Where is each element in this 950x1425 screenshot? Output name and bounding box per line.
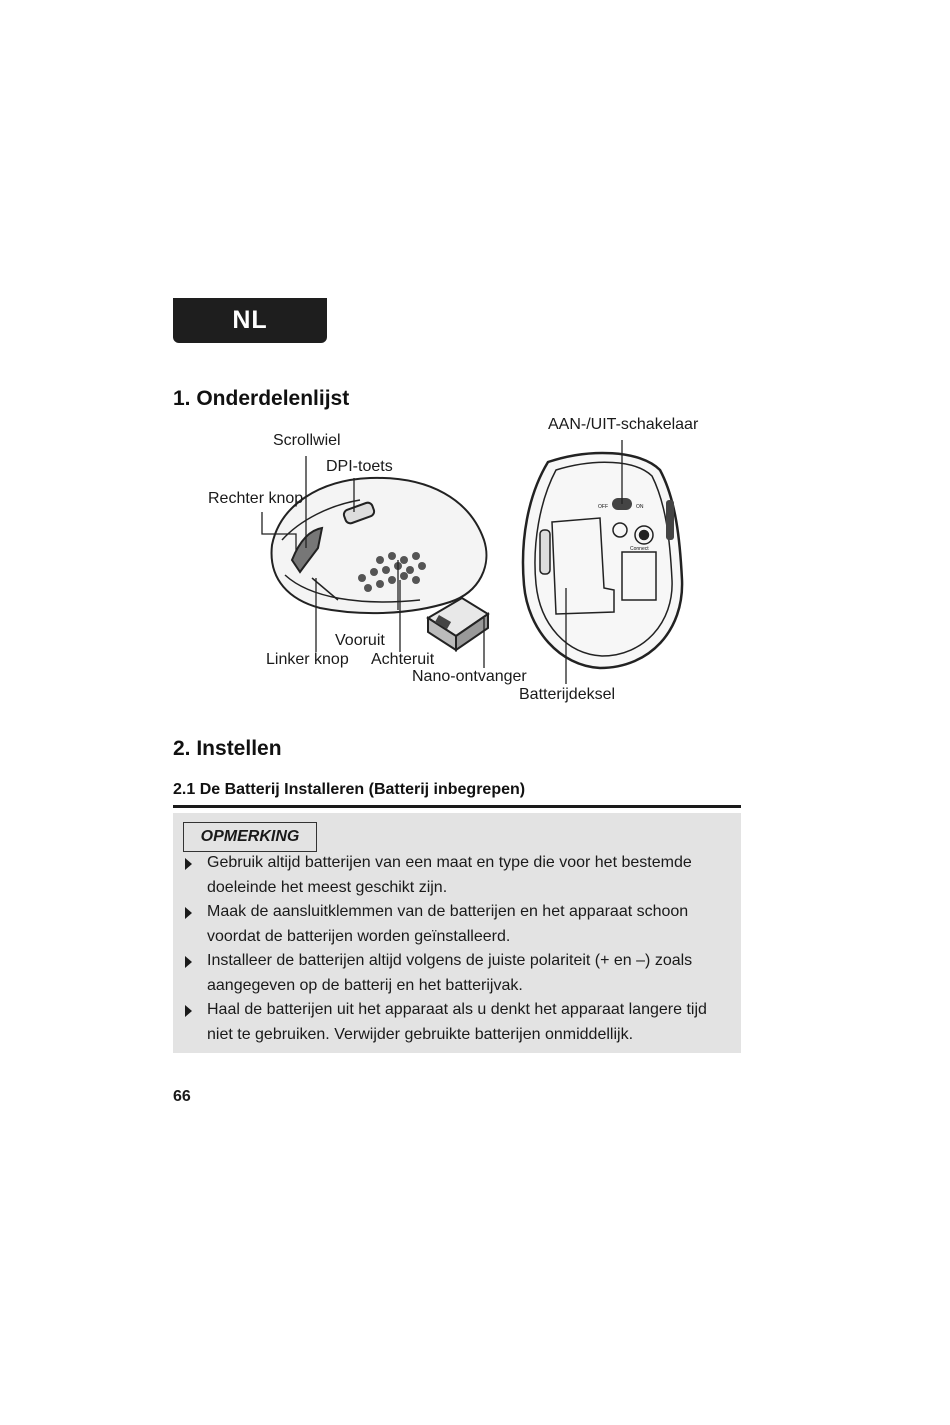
mouse-bottom-view	[523, 453, 682, 668]
list-item	[183, 900, 731, 949]
label-dpi-button: DPI-toets	[326, 458, 393, 475]
label-scrollwheel: Scrollwiel	[273, 432, 341, 449]
label-battery-cover: Batterijdeksel	[519, 686, 616, 703]
connect-label: Connect	[630, 546, 649, 552]
note-text: Maak de aansluitklemmen van de batterijen en het apparaat schoon voordat de batterijen worden geïnstalleerd.	[207, 903, 689, 945]
note-box	[173, 813, 741, 1053]
label-forward: Vooruit	[335, 632, 385, 649]
note-text: Installeer de batterijen altijd volgens de juiste polariteit (+ en –) zoals aangegeven op de batterij en het batterijvak.	[207, 952, 693, 994]
label-power-switch: AAN-/UIT-schakelaar	[548, 416, 699, 433]
bullet-icon	[185, 907, 192, 919]
subsection-title-battery: 2.1 De Batterij Installeren (Batterij inbegrepen)	[173, 781, 526, 798]
note-label: OPMERKING	[183, 822, 317, 852]
section-title-parts: 1. Onderdelenlijst	[173, 387, 350, 410]
list-item	[183, 851, 731, 900]
note-text: Haal de batterijen uit het apparaat als u denkt het apparaat langere tijd niet te gebruiken. Verwijder gebruikte batterijen onmiddellijk.	[207, 1001, 707, 1043]
label-back: Achteruit	[371, 651, 435, 668]
section-title-setup: 2. Instellen	[173, 737, 282, 760]
mouse-top-view	[272, 478, 487, 613]
bullet-icon	[185, 956, 192, 968]
bullet-icon	[185, 1005, 192, 1017]
bullet-icon	[185, 858, 192, 870]
off-label: OFF	[598, 504, 608, 510]
label-left-button: Linker knop	[266, 651, 349, 668]
note-text: Gebruik altijd batterijen van een maat en type die voor het bestemde doeleinde het meest geschikt zijn.	[207, 854, 692, 896]
list-item	[183, 949, 731, 998]
page-number: 66	[173, 1088, 191, 1105]
list-item	[183, 998, 731, 1047]
label-nano-receiver: Nano-ontvanger	[412, 668, 527, 685]
language-tab: NL	[173, 298, 327, 343]
on-label: ON	[636, 504, 644, 510]
note-list	[183, 851, 731, 1047]
label-right-button: Rechter knop	[208, 490, 304, 507]
divider	[173, 805, 741, 808]
